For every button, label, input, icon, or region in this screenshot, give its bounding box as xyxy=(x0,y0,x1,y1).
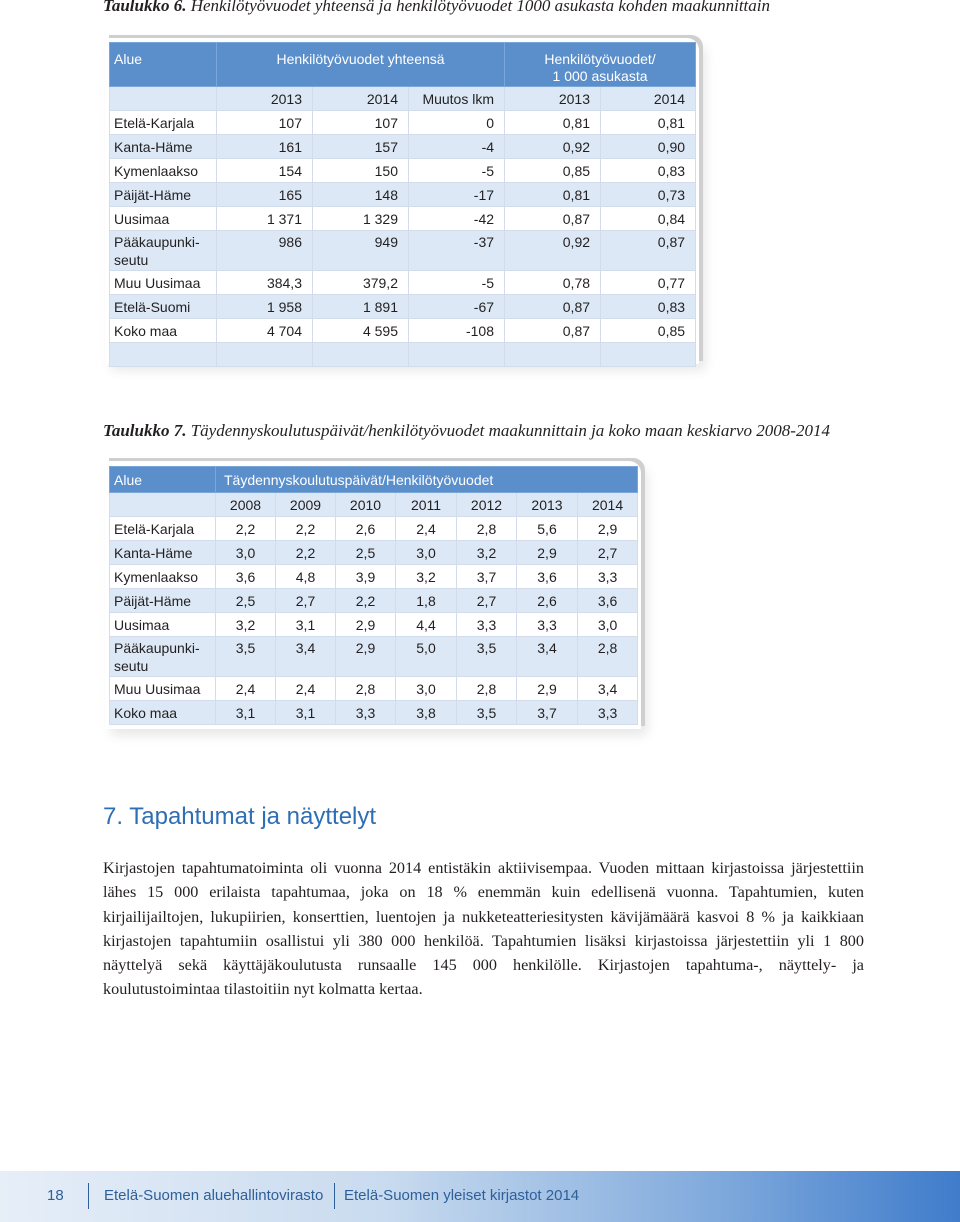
table-cell: 148 xyxy=(313,183,409,207)
table7-year-empty xyxy=(110,493,216,517)
table-cell: 3,5 xyxy=(457,701,517,725)
table-cell: 3,2 xyxy=(216,613,276,637)
table7-caption xyxy=(103,421,830,441)
table-cell: 1,8 xyxy=(396,589,457,613)
table7-year-cell: 2009 xyxy=(276,493,336,517)
table-cell: 2,7 xyxy=(457,589,517,613)
table-cell: 3,4 xyxy=(517,637,578,677)
table-cell: 161 xyxy=(217,135,313,159)
table-cell: 3,3 xyxy=(517,613,578,637)
table-cell: -17 xyxy=(409,183,505,207)
region-name: Pääkaupunki-seutu xyxy=(110,637,216,677)
table-cell: 3,0 xyxy=(396,677,457,701)
region-name: Etelä-Suomi xyxy=(110,295,217,319)
table-cell: 3,3 xyxy=(457,613,517,637)
table-cell: 0,78 xyxy=(505,271,601,295)
table6-caption-text: Henkilötyövuodet yhteensä ja henkilötyövuodet 1000 asukasta kohden maakunnittain xyxy=(190,0,770,15)
table-cell: 2,9 xyxy=(336,637,396,677)
region-name: Etelä-Karjala xyxy=(110,517,216,541)
footer-divider xyxy=(334,1183,335,1209)
table-cell: -37 xyxy=(409,231,505,271)
table-cell xyxy=(601,343,696,367)
region-name: Kymenlaakso xyxy=(110,565,216,589)
table-row xyxy=(110,677,638,701)
table7-header-title: Täydennyskoulutuspäivät/Henkilötyövuodet xyxy=(216,467,638,493)
table-cell: 3,2 xyxy=(457,541,517,565)
table-cell: 3,9 xyxy=(336,565,396,589)
table6-header-area: Alue xyxy=(110,43,217,87)
table-cell: 2,9 xyxy=(517,541,578,565)
table-cell: 150 xyxy=(313,159,409,183)
table-cell: 1 371 xyxy=(217,207,313,231)
table6-subheader-cell: 2014 xyxy=(313,87,409,111)
section-paragraph: Kirjastojen tapahtumatoiminta oli vuonna 2014 entistäkin aktiivisempaa. Vuoden mittaan kirjastoissa järjestettiin lähes 15 000 erilaista tapahtumaa, joka on 18 % enemmän kuin edellisenä vuonna. Tapahtumien, kuten kirjailijailtojen, lukupiirien, konserttien, luentojen ja nukketeatteriesitysten kävijämäärä kasvoi 8 % ja kaikkiaan kirjastojen tapahtumiin osallistui yli 380 000 henkilöä. Tapahtumien lisäksi kirjastoissa järjestettiin yli 1 800 näyttelyä sekä käyttäjäkoulutusta runsaalle 145 000 henkilölle. Kirjastojen tapahtuma-, näyttely- ja koulutustoimintaa tilastoitiin nyt kolmatta kertaa. xyxy=(103,859,864,999)
table-row xyxy=(110,231,696,271)
table-cell: 379,2 xyxy=(313,271,409,295)
table-row xyxy=(110,271,696,295)
table-cell: 3,3 xyxy=(336,701,396,725)
table-cell: 2,9 xyxy=(517,677,578,701)
table6-header-total: Henkilötyövuodet yhteensä xyxy=(217,43,505,87)
table-cell: -4 xyxy=(409,135,505,159)
table-cell: 2,2 xyxy=(216,517,276,541)
table-cell: 3,7 xyxy=(457,565,517,589)
table-cell: 0,90 xyxy=(601,135,696,159)
table-cell: 3,1 xyxy=(276,701,336,725)
table-row xyxy=(110,111,696,135)
table7-year-cell: 2014 xyxy=(578,493,638,517)
table-cell: 949 xyxy=(313,231,409,271)
table6-caption-label: Taulukko 6. xyxy=(103,0,187,15)
table-cell: 2,2 xyxy=(336,589,396,613)
table-cell: 3,4 xyxy=(578,677,638,701)
table-row xyxy=(110,135,696,159)
region-name: Kanta-Häme xyxy=(110,135,217,159)
region-name: Uusimaa xyxy=(110,207,217,231)
table-cell: 0,85 xyxy=(505,159,601,183)
table-row xyxy=(110,207,696,231)
table6-empty-row xyxy=(110,343,696,367)
table-cell: 3,1 xyxy=(216,701,276,725)
page-number: 18 xyxy=(47,1187,64,1204)
table-cell: 2,7 xyxy=(276,589,336,613)
table-cell: 3,8 xyxy=(396,701,457,725)
table-cell: 0,83 xyxy=(601,159,696,183)
page-footer xyxy=(0,1171,960,1222)
table-cell: 157 xyxy=(313,135,409,159)
table-cell: 2,8 xyxy=(457,517,517,541)
table-cell: 0,81 xyxy=(505,183,601,207)
table-cell: 1 329 xyxy=(313,207,409,231)
table7-header-area: Alue xyxy=(110,467,216,493)
table-cell: 0,81 xyxy=(505,111,601,135)
table-cell: 2,2 xyxy=(276,517,336,541)
table-cell: 2,9 xyxy=(578,517,638,541)
table-cell: 2,2 xyxy=(276,541,336,565)
table6-subheader-cell: Muutos lkm xyxy=(409,87,505,111)
table-cell: 0,73 xyxy=(601,183,696,207)
region-name: Pääkaupunki-seutu xyxy=(110,231,217,271)
table-cell: 4 595 xyxy=(313,319,409,343)
table-cell: 2,4 xyxy=(216,677,276,701)
table-cell: 3,4 xyxy=(276,637,336,677)
table-cell: 0,83 xyxy=(601,295,696,319)
region-name: Kanta-Häme xyxy=(110,541,216,565)
table-cell: 3,2 xyxy=(396,565,457,589)
section-heading: 7. Tapahtumat ja näyttelyt xyxy=(103,803,377,830)
table-cell: 107 xyxy=(313,111,409,135)
table-cell: -5 xyxy=(409,159,505,183)
table-cell: 165 xyxy=(217,183,313,207)
region-name: Muu Uusimaa xyxy=(110,677,216,701)
table-cell: 1 891 xyxy=(313,295,409,319)
table-cell: 0 xyxy=(409,111,505,135)
table7-year-cell: 2013 xyxy=(517,493,578,517)
table6-header-per1000 xyxy=(505,43,696,87)
table-cell: 3,5 xyxy=(457,637,517,677)
table-cell: 384,3 xyxy=(217,271,313,295)
region-name: Uusimaa xyxy=(110,613,216,637)
footer-organization: Etelä-Suomen aluehallintovirasto xyxy=(104,1187,324,1204)
table-cell xyxy=(217,343,313,367)
table-cell: 2,5 xyxy=(336,541,396,565)
table-cell: 0,77 xyxy=(601,271,696,295)
table-cell: 2,7 xyxy=(578,541,638,565)
table7-year-cell: 2011 xyxy=(396,493,457,517)
table-cell: 2,5 xyxy=(216,589,276,613)
table-row xyxy=(110,319,696,343)
table-cell xyxy=(313,343,409,367)
table7-caption-text: Täydennyskoulutuspäivät/henkilötyövuodet maakunnittain ja koko maan keskiarvo 2008-2014 xyxy=(190,421,830,440)
table-cell: 3,3 xyxy=(578,701,638,725)
table-row xyxy=(110,159,696,183)
table-cell: 3,6 xyxy=(216,565,276,589)
table7-caption-label: Taulukko 7. xyxy=(103,421,187,440)
table-cell: 0,92 xyxy=(505,135,601,159)
table-cell: 4 704 xyxy=(217,319,313,343)
table-row xyxy=(110,517,638,541)
table-cell: 3,7 xyxy=(517,701,578,725)
table-cell: 2,6 xyxy=(517,589,578,613)
table-cell: 3,1 xyxy=(276,613,336,637)
table7-year-cell: 2010 xyxy=(336,493,396,517)
footer-divider xyxy=(88,1183,89,1209)
table-cell: 3,0 xyxy=(578,613,638,637)
table6-subheader-cell: 2013 xyxy=(217,87,313,111)
region-name: Muu Uusimaa xyxy=(110,271,217,295)
table-cell: 154 xyxy=(217,159,313,183)
region-name: Koko maa xyxy=(110,319,217,343)
table-cell: 3,6 xyxy=(578,589,638,613)
table6-subheader-cell: 2014 xyxy=(601,87,696,111)
table-cell: 3,3 xyxy=(578,565,638,589)
table-cell: -67 xyxy=(409,295,505,319)
table-row xyxy=(110,613,638,637)
table6-caption xyxy=(103,0,770,16)
table-cell: 3,0 xyxy=(216,541,276,565)
table-cell: 0,81 xyxy=(601,111,696,135)
table-row xyxy=(110,541,638,565)
table-row xyxy=(110,295,696,319)
table-cell: 0,87 xyxy=(505,207,601,231)
table7-year-row xyxy=(110,493,638,517)
table-cell: 0,84 xyxy=(601,207,696,231)
table-cell: 5,0 xyxy=(396,637,457,677)
region-name: Kymenlaakso xyxy=(110,159,217,183)
table-cell xyxy=(409,343,505,367)
table6-subheader-cell: 2013 xyxy=(505,87,601,111)
table6-subheader-row xyxy=(110,87,696,111)
table-row xyxy=(110,565,638,589)
table-cell: 3,0 xyxy=(396,541,457,565)
table-row xyxy=(110,589,638,613)
table-cell: -42 xyxy=(409,207,505,231)
table7-year-cell: 2008 xyxy=(216,493,276,517)
table-cell: 2,4 xyxy=(276,677,336,701)
table-row xyxy=(110,701,638,725)
region-name: Päijät-Häme xyxy=(110,589,216,613)
table-cell: 2,6 xyxy=(336,517,396,541)
table-cell: 107 xyxy=(217,111,313,135)
table-cell: 2,9 xyxy=(336,613,396,637)
table-row xyxy=(110,637,638,677)
table-cell: -5 xyxy=(409,271,505,295)
table-cell: 0,85 xyxy=(601,319,696,343)
table-cell: 2,8 xyxy=(457,677,517,701)
table-cell: 1 958 xyxy=(217,295,313,319)
region-name: Päijät-Häme xyxy=(110,183,217,207)
table-cell: 0,92 xyxy=(505,231,601,271)
table-cell: 0,87 xyxy=(601,231,696,271)
table-row xyxy=(110,183,696,207)
table6-header-per1000-line2: 1 000 asukasta xyxy=(552,68,648,84)
table-cell: 3,6 xyxy=(517,565,578,589)
table-cell: 4,4 xyxy=(396,613,457,637)
footer-publication: Etelä-Suomen yleiset kirjastot 2014 xyxy=(344,1187,580,1204)
table6-header-per1000-line1: Henkilötyövuodet/ xyxy=(544,51,656,67)
table-cell: 0,87 xyxy=(505,295,601,319)
table6-subheader-empty xyxy=(110,87,217,111)
table-cell: -108 xyxy=(409,319,505,343)
table-cell: 5,6 xyxy=(517,517,578,541)
table6 xyxy=(109,42,696,367)
table-cell: 2,4 xyxy=(396,517,457,541)
table7 xyxy=(109,466,638,725)
table7-year-cell: 2012 xyxy=(457,493,517,517)
region-name: Etelä-Karjala xyxy=(110,111,217,135)
region-name: Koko maa xyxy=(110,701,216,725)
table-cell: 986 xyxy=(217,231,313,271)
table-cell: 2,8 xyxy=(578,637,638,677)
table-cell: 0,87 xyxy=(505,319,601,343)
table-cell: 4,8 xyxy=(276,565,336,589)
table-cell: 2,8 xyxy=(336,677,396,701)
table-cell: 3,5 xyxy=(216,637,276,677)
table-cell xyxy=(110,343,217,367)
table-cell xyxy=(505,343,601,367)
